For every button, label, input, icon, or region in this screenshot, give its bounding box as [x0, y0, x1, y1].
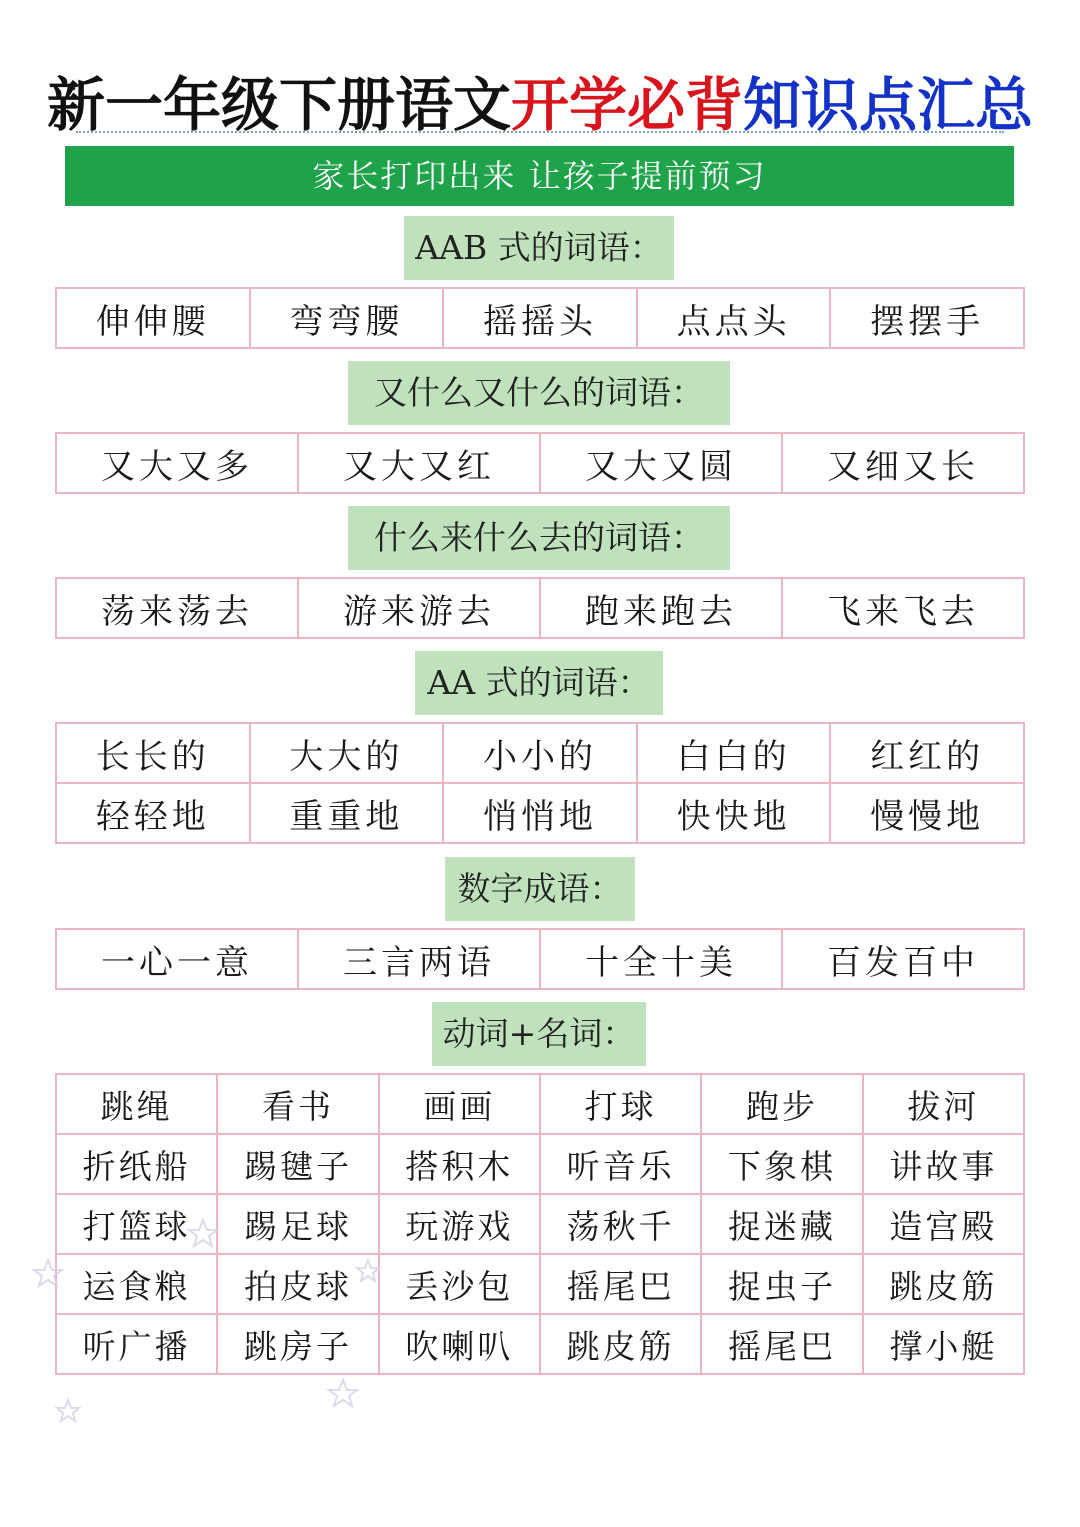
section-heading-number-idioms: 数字成语：	[445, 857, 635, 921]
table-cell: 捉迷藏	[701, 1194, 862, 1254]
table-cell: 跳房子	[217, 1314, 378, 1374]
section-heading-verb-noun: 动词+名词：	[432, 1002, 646, 1066]
table-cell: 摇尾巴	[540, 1254, 701, 1314]
table-row	[56, 783, 1024, 843]
word-table-number-idioms	[55, 928, 1025, 990]
table-row	[56, 433, 1024, 493]
table-row	[56, 929, 1024, 989]
table-cell: 小小的	[443, 723, 637, 783]
table-row	[56, 1074, 1024, 1134]
section-heading-lai-qu: 什么来什么去的词语：	[348, 506, 730, 570]
table-cell: 画画	[379, 1074, 540, 1134]
title-part-1: 新一年级下册语文	[46, 71, 511, 139]
table-row	[56, 288, 1024, 348]
table-cell: 吹喇叭	[379, 1314, 540, 1374]
table-cell: 摆摆手	[830, 288, 1024, 348]
table-cell: 百发百中	[782, 929, 1024, 989]
table-cell: 又大又多	[56, 433, 298, 493]
table-cell: 踢毽子	[217, 1134, 378, 1194]
table-cell: 摇摇头	[443, 288, 637, 348]
table-cell: 慢慢地	[830, 783, 1024, 843]
table-cell: 红红的	[830, 723, 1024, 783]
title-underline	[76, 131, 1004, 133]
title-part-2: 开学必背	[510, 71, 743, 139]
title-part-3: 知识点汇总	[743, 71, 1034, 139]
table-cell: 折纸船	[56, 1134, 217, 1194]
table-cell: 又大又红	[298, 433, 540, 493]
table-cell: 点点头	[637, 288, 831, 348]
table-cell: 悄悄地	[443, 783, 637, 843]
section-heading-aa: AA 式的词语：	[415, 651, 663, 715]
table-cell: 飞来飞去	[782, 578, 1024, 638]
table-row	[56, 1254, 1024, 1314]
subtitle-banner: 家长打印出来 让孩子提前预习	[65, 146, 1014, 206]
table-cell: 又大又圆	[540, 433, 782, 493]
table-cell: 玩游戏	[379, 1194, 540, 1254]
table-cell: 荡来荡去	[56, 578, 298, 638]
table-cell: 弯弯腰	[250, 288, 444, 348]
table-cell: 跑来跑去	[540, 578, 782, 638]
table-row	[56, 1314, 1024, 1374]
table-row	[56, 578, 1024, 638]
section-heading-aab: AAB 式的词语：	[404, 216, 674, 280]
table-cell: 跑步	[701, 1074, 862, 1134]
table-cell: 讲故事	[863, 1134, 1024, 1194]
table-cell: 跳绳	[56, 1074, 217, 1134]
table-cell: 造宫殿	[863, 1194, 1024, 1254]
table-cell: 下象棋	[701, 1134, 862, 1194]
table-cell: 快快地	[637, 783, 831, 843]
table-cell: 拔河	[863, 1074, 1024, 1134]
table-cell: 撑小艇	[863, 1314, 1024, 1374]
table-cell: 丢沙包	[379, 1254, 540, 1314]
table-cell: 三言两语	[298, 929, 540, 989]
table-cell: 跳皮筋	[540, 1314, 701, 1374]
table-cell: 荡秋千	[540, 1194, 701, 1254]
table-cell: 打篮球	[56, 1194, 217, 1254]
table-cell: 十全十美	[540, 929, 782, 989]
table-row	[56, 1134, 1024, 1194]
word-table-lai-qu	[55, 577, 1025, 639]
word-table-aab	[55, 287, 1025, 349]
table-cell: 运食粮	[56, 1254, 217, 1314]
word-table-you-you	[55, 432, 1025, 494]
table-cell: 听音乐	[540, 1134, 701, 1194]
table-cell: 白白的	[637, 723, 831, 783]
table-cell: 摇尾巴	[701, 1314, 862, 1374]
table-cell: 长长的	[56, 723, 250, 783]
table-row	[56, 723, 1024, 783]
table-cell: 伸伸腰	[56, 288, 250, 348]
table-cell: 打球	[540, 1074, 701, 1134]
table-cell: 拍皮球	[217, 1254, 378, 1314]
table-cell: 看书	[217, 1074, 378, 1134]
table-cell: 踢足球	[217, 1194, 378, 1254]
table-cell: 捉虫子	[701, 1254, 862, 1314]
word-table-aa	[55, 722, 1025, 844]
table-cell: 大大的	[250, 723, 444, 783]
table-cell: 跳皮筋	[863, 1254, 1024, 1314]
table-cell: 重重地	[250, 783, 444, 843]
table-cell: 轻轻地	[56, 783, 250, 843]
table-cell: 又细又长	[782, 433, 1024, 493]
table-cell: 游来游去	[298, 578, 540, 638]
section-heading-you-you: 又什么又什么的词语：	[348, 361, 730, 425]
word-table-verb-noun	[55, 1073, 1025, 1375]
table-cell: 听广播	[56, 1314, 217, 1374]
table-cell: 一心一意	[56, 929, 298, 989]
table-row	[56, 1194, 1024, 1254]
table-cell: 搭积木	[379, 1134, 540, 1194]
